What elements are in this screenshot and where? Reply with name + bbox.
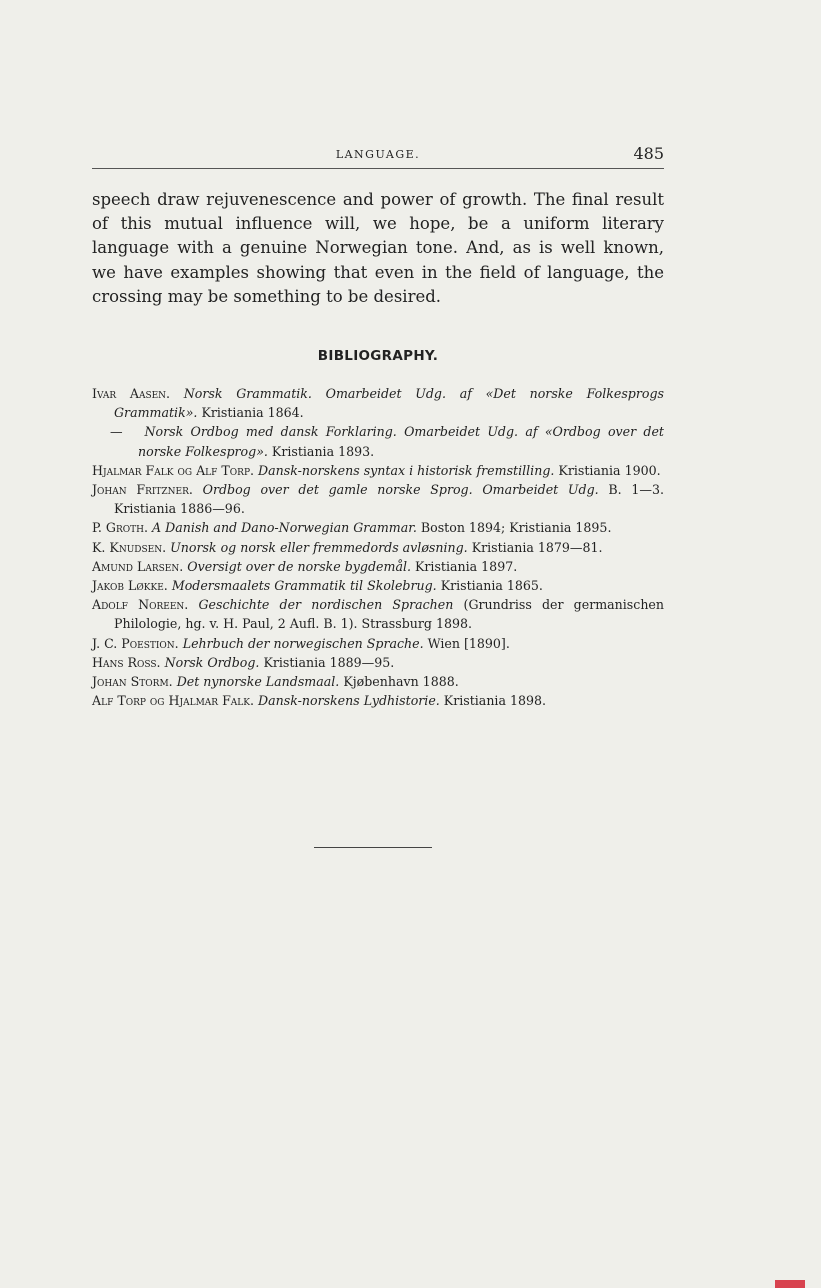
bib-entry: [92, 422, 664, 460]
bib-author: P. Groth.: [92, 520, 148, 536]
bib-author: Johan Storm.: [92, 674, 173, 690]
bib-publication: Wien [1890].: [427, 635, 510, 651]
bib-title: Ordbog over det gamle norske Sprog. Omarbeidet Udg.: [202, 482, 599, 498]
bib-publication: Kristiania 1893.: [271, 443, 375, 459]
bib-title: A Danish and Dano-Norwegian Grammar.: [152, 520, 417, 536]
bib-publication: Kristiania 1889—95.: [263, 654, 395, 670]
bib-publication: B. 1—3. Kristiania 1886—96.: [114, 482, 664, 517]
bib-title: Oversigt over de norske bygdemål.: [187, 558, 411, 574]
bib-author: J. C. Poestion.: [92, 635, 179, 651]
bib-entry: [92, 538, 664, 557]
body-text: [92, 188, 664, 309]
bib-author: Alf Torp og Hjalmar Falk.: [92, 693, 255, 709]
bib-author: Hjalmar Falk og Alf Torp.: [92, 462, 255, 478]
bib-title: Norsk Grammatik. Omarbeidet Udg. af «Det norske Folkesprogs Grammatik».: [114, 386, 664, 421]
bib-title: Det nynorske Landsmaal.: [176, 674, 340, 690]
bib-entry: [92, 461, 664, 480]
bib-title: Norsk Ordbog med dansk Forklaring. Omarbeidet Udg. af «Ordbog over det norske Folkesprog».: [138, 424, 664, 459]
bib-entry: [92, 557, 664, 576]
body-paragraph: speech draw rejuvenescence and power of growth. The final result of this mutual influence will, we hope, be a uniform literary language with a genuine Norwegian tone. And, as is well known, we have examples showing that even in the field of language, the crossing may be something to be desired.: [92, 190, 664, 306]
bib-title: Geschichte der nordischen Sprachen: [198, 597, 454, 613]
bib-author: Ivar Aasen.: [92, 386, 171, 401]
bib-publication: Kristiania 1864.: [201, 405, 304, 421]
bib-entry: [92, 634, 664, 653]
bib-entry: [92, 691, 664, 710]
bib-publication: Kristiania 1897.: [415, 558, 518, 574]
bib-publication: Kristiania 1898.: [443, 693, 547, 709]
bib-title: Lehrbuch der norwegischen Sprache.: [182, 635, 424, 651]
end-rule: [314, 847, 432, 848]
bib-entry: [92, 576, 664, 595]
page-header: [92, 144, 664, 169]
bib-entry: [92, 595, 664, 633]
bib-author: Hans Ross.: [92, 654, 161, 670]
bib-title: Dansk-norskens syntax i historisk fremstilling.: [258, 462, 555, 478]
bib-entry: [92, 672, 664, 691]
bib-title: Unorsk og norsk eller fremmedords avløsning.: [170, 539, 468, 555]
bib-publication: Boston 1894; Kristiania 1895.: [420, 520, 612, 536]
bib-entry: [92, 480, 664, 518]
bib-publication: Kristiania 1865.: [440, 578, 543, 594]
bib-author: —: [110, 424, 123, 440]
bib-publication: Kristiania 1879—81.: [471, 539, 603, 555]
bib-entry: [92, 653, 664, 672]
bib-author: Amund Larsen.: [92, 558, 184, 574]
bib-publication: Kristiania 1900.: [558, 462, 661, 478]
bib-author: Adolf Noreen.: [92, 597, 189, 613]
bib-publication: (Grundriss der germanischen Philologie, hg. v. H. Paul, 2 Aufl. B. 1). Strassburg 1898.: [114, 597, 664, 632]
bib-author: Johan Fritzner.: [92, 482, 193, 498]
bib-author: Jakob Løkke.: [92, 578, 168, 594]
bibliography-list: [92, 384, 664, 710]
bibliography-heading: BIBLIOGRAPHY.: [317, 348, 439, 364]
bib-author: K. Knudsen.: [92, 539, 167, 555]
bib-publication: Kjøbenhavn 1888.: [343, 674, 459, 690]
page-number: 485: [633, 144, 664, 163]
corner-mark: [775, 1280, 805, 1288]
bib-title: Norsk Ordbog.: [164, 654, 260, 670]
bib-entry: [92, 518, 664, 537]
bib-entry: [92, 384, 664, 422]
bib-title: Dansk-norskens Lydhistorie.: [258, 693, 440, 709]
bib-title: Modersmaalets Grammatik til Skolebrug.: [171, 578, 437, 594]
running-head: LANGUAGE.: [335, 148, 421, 161]
